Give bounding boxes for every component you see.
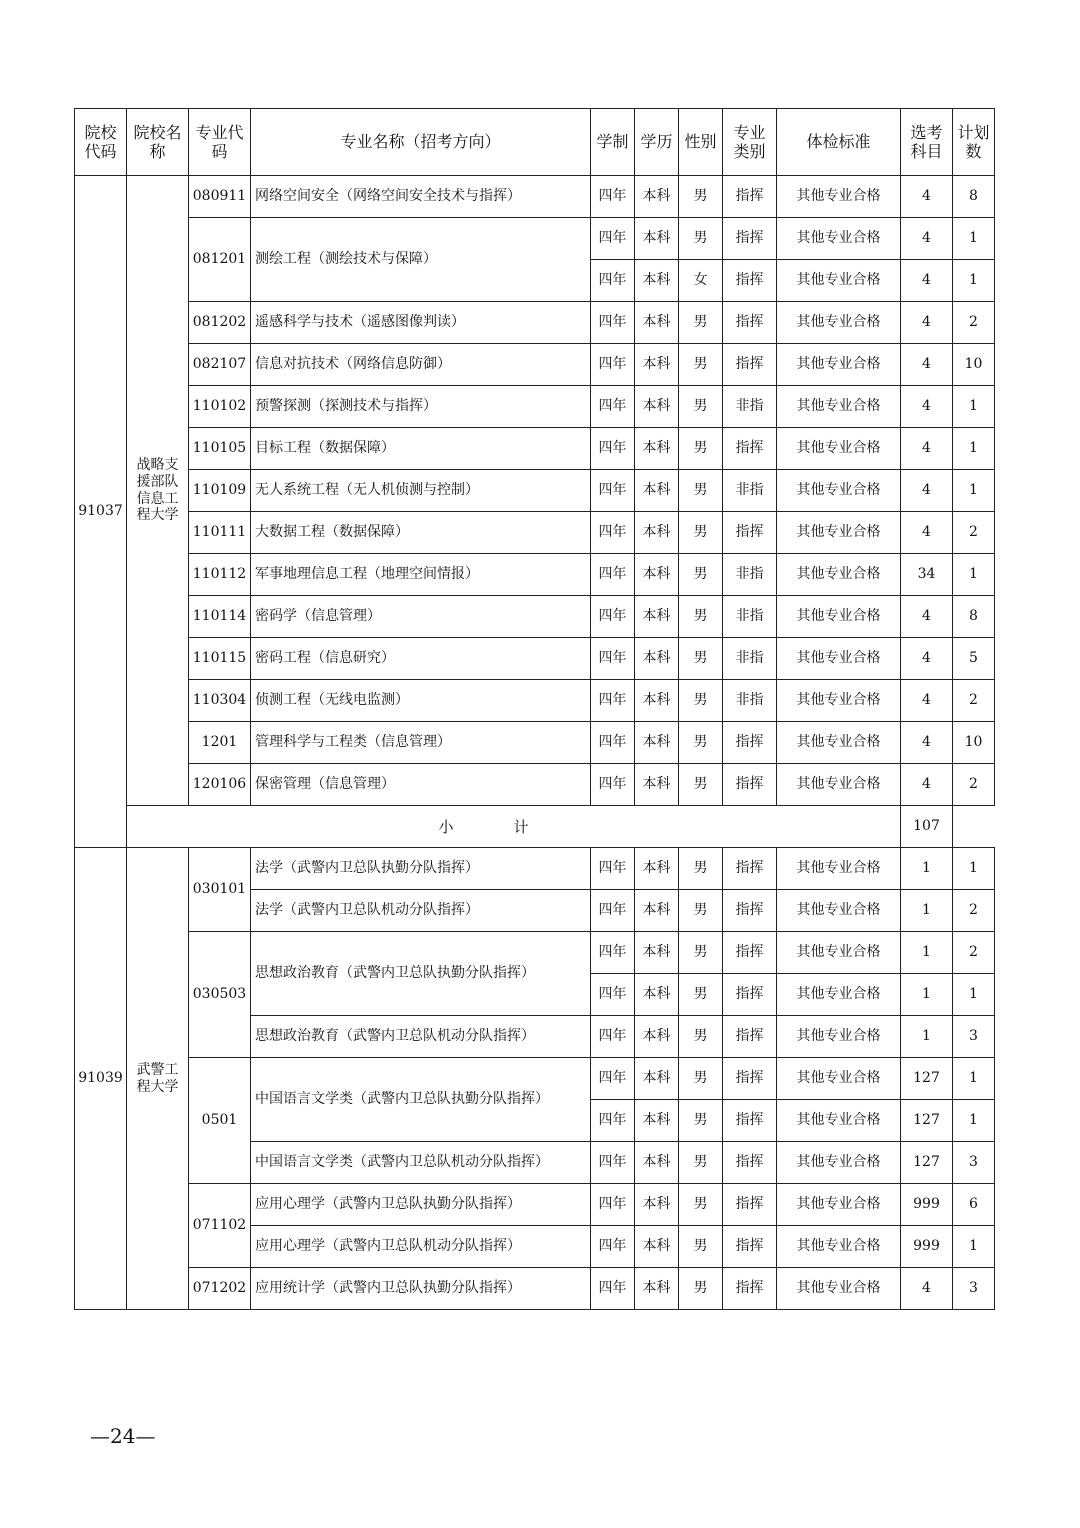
table-row bbox=[75, 554, 995, 596]
cell-physical: 其他专业合格 bbox=[777, 848, 901, 890]
cell-gender: 男 bbox=[679, 554, 723, 596]
major-code: 030101 bbox=[189, 848, 251, 932]
table-row bbox=[75, 1058, 995, 1100]
header-physical: 体检标准 bbox=[777, 109, 901, 176]
cell-physical: 其他专业合格 bbox=[777, 260, 901, 302]
cell-gender: 男 bbox=[679, 302, 723, 344]
cell-duration: 四年 bbox=[591, 1142, 635, 1184]
cell-plan: 8 bbox=[953, 596, 995, 638]
cell-physical: 其他专业合格 bbox=[777, 1058, 901, 1100]
cell-category: 指挥 bbox=[723, 512, 777, 554]
page-number: —24— bbox=[90, 1424, 156, 1448]
cell-category: 指挥 bbox=[723, 1142, 777, 1184]
major-name: 保密管理（信息管理） bbox=[251, 764, 591, 806]
cell-plan: 1 bbox=[953, 470, 995, 512]
cell-subjects: 4 bbox=[901, 512, 953, 554]
major-name: 密码学（信息管理） bbox=[251, 596, 591, 638]
cell-plan: 8 bbox=[953, 176, 995, 218]
table-row bbox=[75, 344, 995, 386]
major-name: 测绘工程（测绘技术与保障） bbox=[251, 218, 591, 302]
cell-degree: 本科 bbox=[635, 1016, 679, 1058]
major-code: 110114 bbox=[189, 596, 251, 638]
cell-plan: 2 bbox=[953, 512, 995, 554]
cell-subjects: 4 bbox=[901, 176, 953, 218]
cell-category: 指挥 bbox=[723, 344, 777, 386]
cell-category: 指挥 bbox=[723, 932, 777, 974]
major-code: 081201 bbox=[189, 218, 251, 302]
major-code: 082107 bbox=[189, 344, 251, 386]
cell-plan: 2 bbox=[953, 764, 995, 806]
cell-category: 指挥 bbox=[723, 764, 777, 806]
header-major-code: 专业代码 bbox=[189, 109, 251, 176]
table-row bbox=[75, 176, 995, 218]
cell-plan: 3 bbox=[953, 1142, 995, 1184]
cell-subjects: 4 bbox=[901, 218, 953, 260]
cell-physical: 其他专业合格 bbox=[777, 470, 901, 512]
major-code: 110112 bbox=[189, 554, 251, 596]
major-name: 目标工程（数据保障） bbox=[251, 428, 591, 470]
school-name: 战略支援部队信息工程大学 bbox=[127, 176, 189, 806]
cell-duration: 四年 bbox=[591, 302, 635, 344]
cell-subjects: 1 bbox=[901, 932, 953, 974]
header-row bbox=[75, 109, 995, 176]
cell-plan: 1 bbox=[953, 260, 995, 302]
cell-gender: 男 bbox=[679, 1016, 723, 1058]
cell-subjects: 999 bbox=[901, 1184, 953, 1226]
cell-degree: 本科 bbox=[635, 638, 679, 680]
cell-category: 指挥 bbox=[723, 1268, 777, 1310]
header-major-name: 专业名称（招考方向） bbox=[251, 109, 591, 176]
cell-physical: 其他专业合格 bbox=[777, 344, 901, 386]
major-name: 思想政治教育（武警内卫总队机动分队指挥） bbox=[251, 1016, 591, 1058]
cell-duration: 四年 bbox=[591, 1058, 635, 1100]
cell-subjects: 4 bbox=[901, 344, 953, 386]
cell-duration: 四年 bbox=[591, 428, 635, 470]
cell-gender: 男 bbox=[679, 974, 723, 1016]
cell-subjects: 1 bbox=[901, 848, 953, 890]
cell-physical: 其他专业合格 bbox=[777, 302, 901, 344]
major-name: 侦测工程（无线电监测） bbox=[251, 680, 591, 722]
cell-physical: 其他专业合格 bbox=[777, 1016, 901, 1058]
major-code: 110115 bbox=[189, 638, 251, 680]
cell-category: 非指 bbox=[723, 680, 777, 722]
cell-degree: 本科 bbox=[635, 764, 679, 806]
cell-plan: 1 bbox=[953, 848, 995, 890]
cell-subjects: 4 bbox=[901, 260, 953, 302]
cell-physical: 其他专业合格 bbox=[777, 764, 901, 806]
cell-degree: 本科 bbox=[635, 890, 679, 932]
table-body bbox=[75, 176, 995, 1310]
cell-duration: 四年 bbox=[591, 470, 635, 512]
cell-degree: 本科 bbox=[635, 596, 679, 638]
cell-category: 指挥 bbox=[723, 890, 777, 932]
major-code: 071102 bbox=[189, 1184, 251, 1268]
major-code: 120106 bbox=[189, 764, 251, 806]
cell-plan: 2 bbox=[953, 302, 995, 344]
major-code: 071202 bbox=[189, 1268, 251, 1310]
cell-duration: 四年 bbox=[591, 932, 635, 974]
cell-subjects: 127 bbox=[901, 1100, 953, 1142]
header-school-code: 院校代码 bbox=[75, 109, 127, 176]
major-name: 中国语言文学类（武警内卫总队机动分队指挥） bbox=[251, 1142, 591, 1184]
cell-plan: 1 bbox=[953, 974, 995, 1016]
cell-degree: 本科 bbox=[635, 1142, 679, 1184]
table-row bbox=[75, 764, 995, 806]
table-row bbox=[75, 932, 995, 974]
subtotal-value: 107 bbox=[901, 806, 953, 848]
header-degree: 学历 bbox=[635, 109, 679, 176]
cell-degree: 本科 bbox=[635, 470, 679, 512]
cell-gender: 男 bbox=[679, 722, 723, 764]
cell-degree: 本科 bbox=[635, 1226, 679, 1268]
cell-gender: 男 bbox=[679, 848, 723, 890]
major-code: 110105 bbox=[189, 428, 251, 470]
cell-category: 指挥 bbox=[723, 218, 777, 260]
cell-degree: 本科 bbox=[635, 848, 679, 890]
cell-gender: 男 bbox=[679, 1142, 723, 1184]
major-name: 应用心理学（武警内卫总队机动分队指挥） bbox=[251, 1226, 591, 1268]
cell-subjects: 127 bbox=[901, 1142, 953, 1184]
cell-plan: 1 bbox=[953, 428, 995, 470]
major-name: 应用统计学（武警内卫总队执勤分队指挥） bbox=[251, 1268, 591, 1310]
cell-physical: 其他专业合格 bbox=[777, 554, 901, 596]
cell-category: 指挥 bbox=[723, 1226, 777, 1268]
cell-gender: 男 bbox=[679, 1268, 723, 1310]
cell-category: 指挥 bbox=[723, 1100, 777, 1142]
cell-duration: 四年 bbox=[591, 722, 635, 764]
cell-plan: 10 bbox=[953, 344, 995, 386]
cell-gender: 男 bbox=[679, 470, 723, 512]
cell-gender: 男 bbox=[679, 680, 723, 722]
cell-gender: 男 bbox=[679, 386, 723, 428]
cell-gender: 男 bbox=[679, 890, 723, 932]
school-code: 91039 bbox=[75, 848, 127, 1310]
table-row bbox=[75, 848, 995, 890]
table-row bbox=[75, 1184, 995, 1226]
school-name: 武警工程大学 bbox=[127, 848, 189, 1310]
cell-degree: 本科 bbox=[635, 344, 679, 386]
cell-category: 非指 bbox=[723, 596, 777, 638]
cell-subjects: 4 bbox=[901, 722, 953, 764]
cell-category: 指挥 bbox=[723, 1016, 777, 1058]
cell-physical: 其他专业合格 bbox=[777, 722, 901, 764]
cell-physical: 其他专业合格 bbox=[777, 932, 901, 974]
cell-duration: 四年 bbox=[591, 218, 635, 260]
cell-degree: 本科 bbox=[635, 1184, 679, 1226]
cell-gender: 男 bbox=[679, 764, 723, 806]
cell-plan: 1 bbox=[953, 554, 995, 596]
cell-duration: 四年 bbox=[591, 974, 635, 1016]
cell-gender: 男 bbox=[679, 1226, 723, 1268]
major-name: 法学（武警内卫总队执勤分队指挥） bbox=[251, 848, 591, 890]
cell-physical: 其他专业合格 bbox=[777, 1268, 901, 1310]
table-row bbox=[75, 1268, 995, 1310]
cell-category: 指挥 bbox=[723, 428, 777, 470]
cell-physical: 其他专业合格 bbox=[777, 218, 901, 260]
cell-physical: 其他专业合格 bbox=[777, 596, 901, 638]
cell-plan: 1 bbox=[953, 1100, 995, 1142]
cell-plan: 2 bbox=[953, 890, 995, 932]
cell-physical: 其他专业合格 bbox=[777, 386, 901, 428]
major-code: 0501 bbox=[189, 1058, 251, 1184]
cell-physical: 其他专业合格 bbox=[777, 1100, 901, 1142]
cell-degree: 本科 bbox=[635, 722, 679, 764]
table-row bbox=[75, 386, 995, 428]
cell-plan: 1 bbox=[953, 1226, 995, 1268]
header-subjects: 选考科目 bbox=[901, 109, 953, 176]
cell-category: 指挥 bbox=[723, 302, 777, 344]
cell-physical: 其他专业合格 bbox=[777, 1184, 901, 1226]
header-school-name: 院校名称 bbox=[127, 109, 189, 176]
cell-duration: 四年 bbox=[591, 638, 635, 680]
cell-duration: 四年 bbox=[591, 764, 635, 806]
cell-duration: 四年 bbox=[591, 1100, 635, 1142]
cell-duration: 四年 bbox=[591, 176, 635, 218]
cell-subjects: 999 bbox=[901, 1226, 953, 1268]
table-row bbox=[75, 218, 995, 260]
major-code: 030503 bbox=[189, 932, 251, 1058]
cell-degree: 本科 bbox=[635, 176, 679, 218]
cell-degree: 本科 bbox=[635, 1058, 679, 1100]
cell-plan: 3 bbox=[953, 1016, 995, 1058]
cell-degree: 本科 bbox=[635, 386, 679, 428]
cell-category: 指挥 bbox=[723, 974, 777, 1016]
cell-degree: 本科 bbox=[635, 680, 679, 722]
major-name: 信息对抗技术（网络信息防御） bbox=[251, 344, 591, 386]
cell-plan: 3 bbox=[953, 1268, 995, 1310]
school-code: 91037 bbox=[75, 176, 127, 848]
cell-physical: 其他专业合格 bbox=[777, 974, 901, 1016]
cell-plan: 2 bbox=[953, 680, 995, 722]
cell-subjects: 1 bbox=[901, 974, 953, 1016]
cell-gender: 女 bbox=[679, 260, 723, 302]
cell-duration: 四年 bbox=[591, 596, 635, 638]
cell-physical: 其他专业合格 bbox=[777, 680, 901, 722]
cell-gender: 男 bbox=[679, 428, 723, 470]
cell-plan: 2 bbox=[953, 932, 995, 974]
cell-degree: 本科 bbox=[635, 218, 679, 260]
table-row bbox=[75, 428, 995, 470]
cell-subjects: 127 bbox=[901, 1058, 953, 1100]
cell-gender: 男 bbox=[679, 512, 723, 554]
cell-gender: 男 bbox=[679, 218, 723, 260]
header-gender: 性别 bbox=[679, 109, 723, 176]
subtotal-row bbox=[75, 806, 995, 848]
major-code: 081202 bbox=[189, 302, 251, 344]
major-name: 无人系统工程（无人机侦测与控制） bbox=[251, 470, 591, 512]
cell-duration: 四年 bbox=[591, 1268, 635, 1310]
cell-subjects: 34 bbox=[901, 554, 953, 596]
cell-gender: 男 bbox=[679, 1184, 723, 1226]
cell-degree: 本科 bbox=[635, 302, 679, 344]
cell-duration: 四年 bbox=[591, 554, 635, 596]
major-name: 应用心理学（武警内卫总队执勤分队指挥） bbox=[251, 1184, 591, 1226]
major-name: 网络空间安全（网络空间安全技术与指挥） bbox=[251, 176, 591, 218]
table-row bbox=[75, 302, 995, 344]
cell-duration: 四年 bbox=[591, 848, 635, 890]
cell-degree: 本科 bbox=[635, 260, 679, 302]
major-code: 110109 bbox=[189, 470, 251, 512]
cell-category: 指挥 bbox=[723, 848, 777, 890]
cell-category: 指挥 bbox=[723, 722, 777, 764]
major-code: 110102 bbox=[189, 386, 251, 428]
major-name: 管理科学与工程类（信息管理） bbox=[251, 722, 591, 764]
cell-duration: 四年 bbox=[591, 512, 635, 554]
cell-degree: 本科 bbox=[635, 1268, 679, 1310]
cell-subjects: 1 bbox=[901, 890, 953, 932]
cell-category: 指挥 bbox=[723, 1184, 777, 1226]
major-code: 110111 bbox=[189, 512, 251, 554]
cell-physical: 其他专业合格 bbox=[777, 512, 901, 554]
cell-gender: 男 bbox=[679, 932, 723, 974]
cell-degree: 本科 bbox=[635, 974, 679, 1016]
cell-physical: 其他专业合格 bbox=[777, 1142, 901, 1184]
cell-physical: 其他专业合格 bbox=[777, 890, 901, 932]
admissions-plan-table bbox=[74, 108, 995, 1310]
cell-duration: 四年 bbox=[591, 386, 635, 428]
table-row bbox=[75, 722, 995, 764]
cell-plan: 10 bbox=[953, 722, 995, 764]
cell-subjects: 4 bbox=[901, 470, 953, 512]
cell-category: 指挥 bbox=[723, 176, 777, 218]
cell-duration: 四年 bbox=[591, 680, 635, 722]
cell-duration: 四年 bbox=[591, 1184, 635, 1226]
major-name: 大数据工程（数据保障） bbox=[251, 512, 591, 554]
cell-subjects: 4 bbox=[901, 764, 953, 806]
cell-category: 非指 bbox=[723, 554, 777, 596]
cell-degree: 本科 bbox=[635, 932, 679, 974]
cell-category: 非指 bbox=[723, 470, 777, 512]
cell-gender: 男 bbox=[679, 176, 723, 218]
major-name: 中国语言文学类（武警内卫总队执勤分队指挥） bbox=[251, 1058, 591, 1142]
subtotal-label: 小计 bbox=[127, 806, 901, 848]
cell-gender: 男 bbox=[679, 1058, 723, 1100]
table-row bbox=[75, 596, 995, 638]
cell-category: 非指 bbox=[723, 638, 777, 680]
header-duration: 学制 bbox=[591, 109, 635, 176]
major-name: 预警探测（探测技术与指挥） bbox=[251, 386, 591, 428]
cell-plan: 6 bbox=[953, 1184, 995, 1226]
table-row bbox=[75, 638, 995, 680]
major-code: 110304 bbox=[189, 680, 251, 722]
cell-category: 指挥 bbox=[723, 1058, 777, 1100]
header-plan: 计划数 bbox=[953, 109, 995, 176]
cell-category: 指挥 bbox=[723, 260, 777, 302]
cell-subjects: 4 bbox=[901, 428, 953, 470]
cell-plan: 1 bbox=[953, 1058, 995, 1100]
cell-subjects: 4 bbox=[901, 302, 953, 344]
table-row bbox=[75, 470, 995, 512]
major-name: 军事地理信息工程（地理空间情报） bbox=[251, 554, 591, 596]
cell-gender: 男 bbox=[679, 596, 723, 638]
cell-category: 非指 bbox=[723, 386, 777, 428]
header-category: 专业类别 bbox=[723, 109, 777, 176]
major-name: 密码工程（信息研究） bbox=[251, 638, 591, 680]
cell-duration: 四年 bbox=[591, 1016, 635, 1058]
cell-degree: 本科 bbox=[635, 512, 679, 554]
cell-degree: 本科 bbox=[635, 1100, 679, 1142]
cell-plan: 1 bbox=[953, 218, 995, 260]
cell-plan: 5 bbox=[953, 638, 995, 680]
cell-subjects: 1 bbox=[901, 1016, 953, 1058]
cell-gender: 男 bbox=[679, 344, 723, 386]
major-code: 1201 bbox=[189, 722, 251, 764]
cell-subjects: 4 bbox=[901, 1268, 953, 1310]
cell-duration: 四年 bbox=[591, 890, 635, 932]
cell-gender: 男 bbox=[679, 638, 723, 680]
cell-gender: 男 bbox=[679, 1100, 723, 1142]
cell-subjects: 4 bbox=[901, 638, 953, 680]
cell-duration: 四年 bbox=[591, 344, 635, 386]
cell-degree: 本科 bbox=[635, 428, 679, 470]
cell-duration: 四年 bbox=[591, 260, 635, 302]
major-name: 法学（武警内卫总队机动分队指挥） bbox=[251, 890, 591, 932]
cell-duration: 四年 bbox=[591, 1226, 635, 1268]
cell-physical: 其他专业合格 bbox=[777, 176, 901, 218]
cell-degree: 本科 bbox=[635, 554, 679, 596]
cell-subjects: 4 bbox=[901, 680, 953, 722]
major-name: 思想政治教育（武警内卫总队执勤分队指挥） bbox=[251, 932, 591, 1016]
table-row bbox=[75, 512, 995, 554]
cell-subjects: 4 bbox=[901, 596, 953, 638]
cell-physical: 其他专业合格 bbox=[777, 638, 901, 680]
cell-subjects: 4 bbox=[901, 386, 953, 428]
major-name: 遥感科学与技术（遥感图像判读） bbox=[251, 302, 591, 344]
major-code: 080911 bbox=[189, 176, 251, 218]
cell-plan: 1 bbox=[953, 386, 995, 428]
cell-physical: 其他专业合格 bbox=[777, 428, 901, 470]
table-row bbox=[75, 680, 995, 722]
cell-physical: 其他专业合格 bbox=[777, 1226, 901, 1268]
